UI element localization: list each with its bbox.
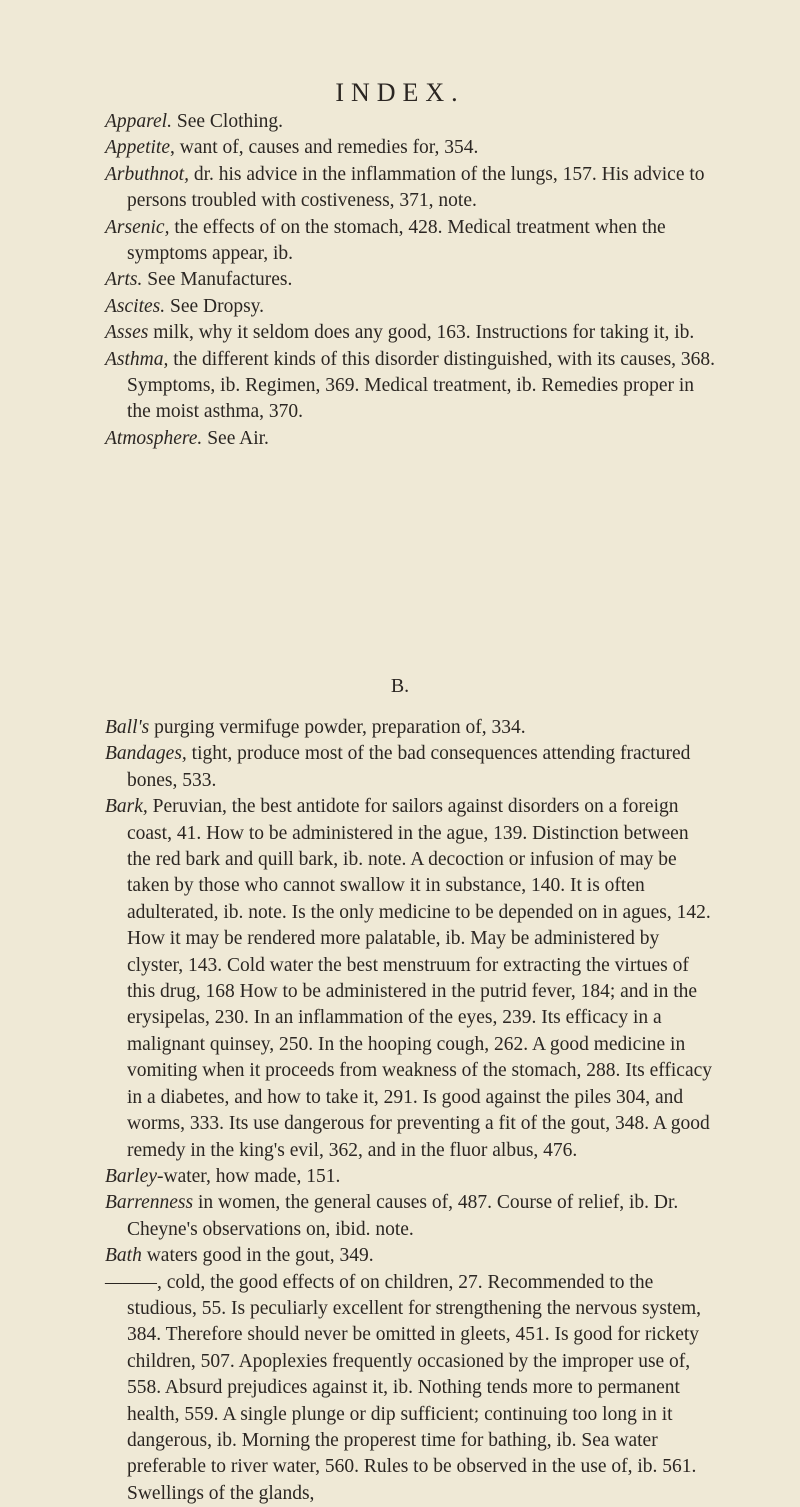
entry-text: , want of, causes and remedies for, 354.: [169, 137, 479, 159]
entry-head: Arts.: [105, 269, 143, 291]
section-a-entries: [105, 109, 717, 452]
index-entry: [105, 162, 717, 215]
entry-text: purging vermifuge powder, preparation of, 334.: [149, 717, 526, 738]
entry-text: in women, the general causes of, 487. Course of relief, ib. Dr. Cheyne's observations on, ibid. note.: [127, 1192, 679, 1240]
index-entry: [105, 1190, 717, 1243]
section-b-entries: [105, 715, 717, 1507]
entry-head: Asthma,: [105, 348, 169, 370]
index-entry: [105, 794, 717, 1164]
index-entry: [105, 135, 717, 161]
index-entry: [105, 1164, 717, 1190]
index-entry: [105, 1270, 717, 1507]
entry-head: Ascites.: [105, 295, 166, 317]
entry-text: See Dropsy.: [165, 295, 265, 317]
entry-text: See Clothing.: [171, 111, 284, 132]
entry-head: Apparel.: [105, 111, 172, 132]
index-entry: [105, 294, 717, 320]
entry-text: milk, why it seldom does any good, 163. Instructions for taking it, ib.: [148, 322, 695, 344]
entry-head: ———: [105, 1271, 158, 1293]
index-entry: [105, 215, 717, 268]
index-entry: [105, 109, 717, 135]
page-header: INDEX.: [335, 78, 465, 107]
entry-text: water, how made, 151.: [163, 1165, 341, 1187]
entry-head: Barley-: [105, 1165, 164, 1187]
index-entry: [105, 347, 717, 426]
entry-head: Bandages,: [105, 743, 187, 765]
entry-head: Bath: [105, 1245, 142, 1267]
section-letter-b: B.: [390, 675, 410, 697]
entry-head: Ball's: [105, 717, 150, 738]
index-entry: [105, 1243, 717, 1269]
entry-text: , cold, the good effects of on children, 27. Recommended to the studious, 55. Is peculiarly excellent for strengthening the nervous system, 384. Therefore should never be omitted in gleets, 451. Is good for rickety children, 507. Apoplexies frequently occasioned by the improper use of, 558. Absurd prejudices against it, ib. Nothing tends more to permanent health, 559. A single plunge or dip sufficient; continuing too long in it dangerous, ib. Morning the properest time for bathing, ib. Sea water preferable to river water, 560. Rules to be observed in the use of, ib. 561. Swellings of the glands,: [127, 1271, 702, 1504]
entry-text: See Manufactures.: [142, 269, 293, 291]
entry-text: dr. his advice in the inflammation of the lungs, 157. His advice to persons troubled with costiveness, 371, note.: [127, 163, 705, 212]
index-entry: [105, 715, 717, 741]
entry-text: waters good in the gout, 349.: [141, 1245, 374, 1267]
entry-text: tight, produce most of the bad consequences attending fractured bones, 533.: [127, 743, 691, 791]
entry-head: Arbuthnot,: [105, 163, 189, 185]
index-entry: [105, 267, 717, 293]
index-entry: [105, 741, 717, 794]
entry-text: the different kinds of this disorder distinguished, with its causes, 368. Symptoms, ib. Regimen, 369. Medical treatment, ib. Remedies proper in the moist asthma, 370.: [127, 348, 716, 423]
entry-head: Atmosphere.: [105, 427, 203, 449]
index-entry: [105, 320, 717, 346]
index-entry: [105, 426, 717, 452]
entry-head: Arsenic,: [105, 216, 170, 238]
entry-head: Asses: [105, 322, 149, 344]
entry-text: See Air.: [202, 427, 269, 449]
entry-text: Peruvian, the best antidote for sailors against disorders on a foreign coast, 41. How to be administered in the ague, 139. Distinction between the red bark and quill bark, ib. note. A decoction or infusion of may be taken by those who cannot swallow it in substance, 140. It is often adulterated, ib. note. Is the only medicine to be depended on in agues, 142. How it may be rendered more palatable, ib. May be administered by clyster, 143. Cold water the best menstruum for extracting the virtues of this drug, 168 How to be administered in the putrid fever, 184; and in the erysipelas, 230. In an inflammation of the eyes, 239. Its efficacy in a malignant quinsey, 250. In the hooping cough, 262. A good medicine in vomiting when it proceeds from weakness of the stomach, 288. Its efficacy in a diabetes, and how to take it, 291. Is good against the piles 304, and worms, 333. Its use dangerous for preventing a fit of the gout, 348. A good remedy in the king's evil, 362, and in the fluor albus, 476.: [127, 796, 713, 1161]
entry-head: Bark,: [105, 796, 148, 818]
entry-head: Appetite: [105, 137, 170, 159]
entry-head: Barrenness: [105, 1192, 194, 1214]
entry-text: the effects of on the stomach, 428. Medical treatment when the symptoms appear, ib.: [127, 216, 666, 265]
